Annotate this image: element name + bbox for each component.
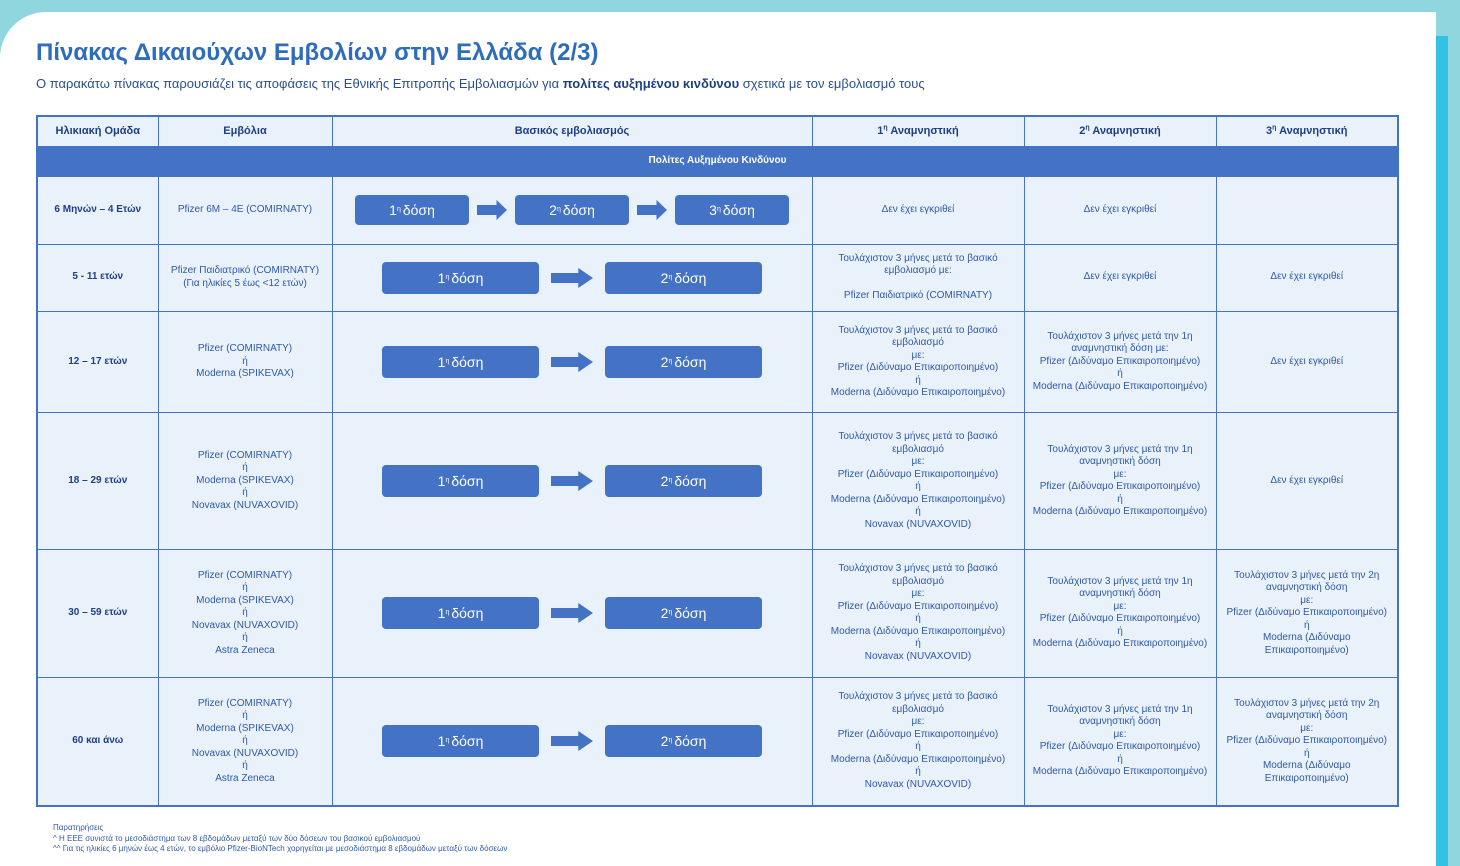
dose-word: δόση (451, 354, 484, 371)
cell-line: Δεν έχει εγκριθεί (1083, 204, 1157, 216)
arrow-right-icon (477, 200, 507, 220)
cell-line: Novavax (NUVAXOVID) (191, 499, 299, 511)
booster-1-cell (812, 244, 1024, 311)
dose-number: 2 (549, 202, 557, 219)
cell-line: Pfizer (Διδύναμο Επικαιροποιημένο) (1226, 607, 1387, 619)
subtitle-text: Ο παρακάτω πίνακας παρουσιάζει τις αποφάσεις της Εθνικής Επιτροπής Εμβολιασμών για (36, 76, 563, 91)
subtitle-text-end: σχετικά με τον εμβολιασμό τους (739, 76, 925, 91)
dose-box: 1 η δόση (382, 597, 539, 629)
cell-line: Moderna (Διδύναμο Επικαιροποιημένο) (1032, 638, 1208, 650)
arrow-right-icon (551, 603, 593, 623)
cell-line: με: (911, 716, 925, 728)
primary-vaccination-cell (332, 677, 812, 806)
arrow-right-icon (637, 200, 667, 220)
cell-line: Astra Zeneca (215, 772, 275, 784)
dose-word: δόση (674, 473, 707, 490)
cell-line: Moderna (Διδύναμο Επικαιροποιημένο) (1032, 766, 1208, 778)
age-group-cell: 30 – 59 ετών (37, 550, 158, 678)
cell-line: Moderna (Διδύναμο (1262, 760, 1351, 772)
note-line-2: ^^ Για τις ηλικίες 6 μηνών έως 4 ετών, το εμβόλιο Pfizer-BioNTech χορηγείται με μεσοδιάστημα 8 εβδομάδων μεταξύ των δόσεων (53, 844, 508, 853)
cell-line: αναμνηστική δόση (1079, 588, 1161, 600)
booster-3-cell (1216, 177, 1398, 244)
cell-line: Moderna (SPIKEVAX) (196, 722, 294, 734)
vaccines-cell (158, 413, 332, 550)
cell-line: ή (915, 766, 921, 778)
dose-number: 2 (660, 269, 669, 286)
cell-line: ή (1303, 619, 1310, 631)
cell-line: Moderna (Διδύναμο Επικαιροποιημένο) (830, 387, 1006, 399)
cell-line: Astra Zeneca (215, 644, 275, 656)
table-row (37, 550, 1398, 678)
high-risk-banner: Πολίτες Αυξημένου Κινδύνου (37, 147, 1398, 177)
dose-number: 1 (437, 733, 446, 750)
cell-line: ή (242, 582, 248, 594)
cell-line: ή (242, 462, 248, 474)
cell-line: Pfizer (COMIRNATY) (197, 343, 293, 355)
dose-number: 2 (660, 605, 669, 622)
booster-3-cell (1216, 244, 1398, 311)
dose-word: δόση (451, 473, 484, 490)
dose-sequence (337, 597, 808, 629)
cell-line: Novavax (NUVAXOVID) (864, 518, 972, 530)
primary-vaccination-cell (332, 311, 812, 413)
cell-line: Pfizer (Διδύναμο Επικαιροποιημένο) (837, 362, 999, 374)
cell-line: Δεν έχει εγκριθεί (1270, 355, 1344, 367)
cell-line: ή (915, 481, 921, 493)
cell-line: ή (915, 613, 921, 625)
booster-1-cell (812, 413, 1024, 550)
dose-word: δόση (451, 269, 484, 286)
vaccines-cell (158, 550, 332, 678)
header-vaccines: Εμβόλια (158, 116, 332, 147)
cell-line: Δεν έχει εγκριθεί (881, 204, 955, 216)
dose-box: 2 η δόση (605, 346, 762, 378)
vaccines-cell (158, 244, 332, 311)
dose-number: 1 (437, 354, 446, 371)
cell-line: Τουλάχιστον 3 μήνες μετά το βασικό (838, 563, 998, 575)
dose-sequence (337, 346, 808, 378)
dose-word: δόση (674, 269, 707, 286)
ordinal-suffix: η (1272, 124, 1277, 132)
footnotes (53, 823, 507, 855)
dose-box: 1 η δόση (382, 465, 539, 497)
cell-line: Novavax (NUVAXOVID) (864, 650, 972, 662)
cell-line: ή (242, 735, 248, 747)
dose-box: 1 η δόση (382, 262, 539, 294)
booster-2-cell (1024, 244, 1216, 311)
cell-line: ή (1303, 747, 1310, 759)
cell-line: Δεν έχει εγκριθεί (1083, 271, 1157, 283)
cell-line: εμβολιασμό με: (884, 265, 952, 277)
cell-line: (Για ηλικίες 5 έως <12 ετών) (183, 277, 307, 289)
header-primary-vaccination: Βασικός εμβολιασμός (332, 116, 812, 147)
dose-box: 1 η δόση (355, 195, 469, 225)
cell-line: Moderna (Διδύναμο Επικαιροποιημένο) (1032, 380, 1208, 392)
dose-box: 2 η δόση (605, 465, 762, 497)
notes-title: Παρατηρήσεις (53, 823, 104, 832)
booster-1-cell (812, 550, 1024, 678)
cell-line: ή (1117, 493, 1123, 505)
booster-word: Αναμνηστική (890, 125, 959, 138)
dose-sequence (337, 725, 808, 757)
cell-line: Pfizer (Διδύναμο Επικαιροποιημένο) (1039, 741, 1201, 753)
cell-line: αναμνηστική δόση (1079, 456, 1161, 468)
cell-line: ή (242, 632, 248, 644)
cell-line: Moderna (SPIKEVAX) (196, 368, 294, 380)
table-body (37, 147, 1398, 807)
cell-line: ή (1117, 368, 1123, 380)
booster-number: 3 (1266, 125, 1273, 138)
page-title: Πίνακας Δικαιούχων Εμβολίων στην Ελλάδα (2/3) (36, 39, 599, 66)
cell-line: Pfizer (COMIRNATY) (197, 697, 293, 709)
cell-line: εμβολιασμό (892, 337, 944, 349)
cell-line: αναμνηστική δόση (1266, 582, 1348, 594)
cell-line: Pfizer (Διδύναμο Επικαιροποιημένο) (837, 468, 999, 480)
header-booster-1 (812, 116, 1024, 147)
cell-line: εμβολιασμό (892, 575, 944, 587)
cell-line: Moderna (Διδύναμο (1262, 632, 1351, 644)
header-booster-3 (1216, 116, 1398, 147)
cell-line: Moderna (SPIKEVAX) (196, 594, 294, 606)
cell-line: Pfizer (Διδύναμο Επικαιροποιημένο) (1039, 613, 1201, 625)
cell-line: Pfizer (Διδύναμο Επικαιροποιημένο) (1039, 355, 1201, 367)
dose-word: δόση (674, 733, 707, 750)
cell-line: Τουλάχιστον 3 μήνες μετά το βασικό (838, 691, 998, 703)
dose-number: 3 (709, 202, 717, 219)
dose-word: δόση (451, 733, 484, 750)
ordinal-suffix: η (883, 124, 888, 132)
table-row (37, 413, 1398, 550)
arrow-right-icon (551, 731, 593, 751)
cell-line: με: (1300, 722, 1314, 734)
cell-line: με: (911, 456, 925, 468)
booster-1-cell (812, 311, 1024, 413)
cell-line: Moderna (Διδύναμο Επικαιροποιημένο) (830, 493, 1006, 505)
booster-2-cell (1024, 311, 1216, 413)
cell-line: Pfizer (COMIRNATY) (197, 449, 293, 461)
booster-2-cell (1024, 413, 1216, 550)
cell-line: Novavax (NUVAXOVID) (864, 778, 972, 790)
table-row (37, 244, 1398, 311)
booster-number: 1 (877, 125, 884, 138)
cell-line: Τουλάχιστον 3 μήνες μετά την 2η (1234, 569, 1380, 581)
cell-line: Pfizer (Διδύναμο Επικαιροποιημένο) (1039, 481, 1201, 493)
primary-vaccination-cell (332, 413, 812, 550)
arrow-right-icon (551, 352, 593, 372)
cell-line: ή (242, 487, 248, 499)
dose-number: 2 (660, 473, 669, 490)
cell-line: Τουλάχιστον 3 μήνες μετά το βασικό (838, 252, 998, 264)
age-group-cell: 18 – 29 ετών (37, 413, 158, 550)
vaccines-cell (158, 177, 332, 244)
cell-line: Pfizer Παιδιατρικό (COMIRNATY) (843, 290, 993, 302)
cell-line: ή (242, 710, 248, 722)
cell-line: Τουλάχιστον 3 μήνες μετά την 1η (1047, 330, 1193, 342)
primary-vaccination-cell (332, 550, 812, 678)
cell-line: Τουλάχιστον 3 μήνες μετά το βασικό (838, 324, 998, 336)
booster-2-cell (1024, 677, 1216, 806)
dose-word: δόση (674, 354, 707, 371)
cell-line: ή (242, 355, 248, 367)
age-group-cell: 12 – 17 ετών (37, 311, 158, 413)
header-age-group: Ηλικιακή Ομάδα (37, 116, 158, 147)
age-group-cell: 60 και άνω (37, 677, 158, 806)
page-subtitle (36, 76, 925, 91)
cell-line: με: (1113, 468, 1127, 480)
cell-line: Moderna (Διδύναμο Επικαιροποιημένο) (830, 753, 1006, 765)
dose-number: 2 (660, 354, 669, 371)
booster-3-cell (1216, 550, 1398, 678)
dose-number: 2 (660, 733, 669, 750)
cell-line: Moderna (Διδύναμο Επικαιροποιημένο) (1032, 506, 1208, 518)
dose-box: 1 η δόση (382, 725, 539, 757)
dose-box: 2 η δόση (605, 725, 762, 757)
cell-line: Pfizer (Διδύναμο Επικαιροποιημένο) (837, 728, 999, 740)
booster-2-cell (1024, 177, 1216, 244)
cell-line: Τουλάχιστον 3 μήνες μετά την 1η (1047, 703, 1193, 715)
primary-vaccination-cell (332, 177, 812, 244)
cell-line: με: (911, 588, 925, 600)
vaccines-cell (158, 677, 332, 806)
cell-line: Pfizer 6M – 4E (COMIRNATY) (177, 204, 313, 216)
vaccine-eligibility-table (36, 115, 1399, 807)
cell-line: ή (915, 506, 921, 518)
age-group-cell: 6 Μηνών – 4 Ετών (37, 177, 158, 244)
booster-number: 2 (1079, 125, 1086, 138)
cell-line: Τουλάχιστον 3 μήνες μετά την 1η (1047, 443, 1193, 455)
booster-word: Αναμνηστική (1279, 125, 1348, 138)
dose-number: 1 (437, 269, 446, 286)
cell-line: αναμνηστική δόση με: (1071, 343, 1169, 355)
dose-box: 2 η δόση (515, 195, 629, 225)
cell-line: Δεν έχει εγκριθεί (1270, 271, 1344, 283)
dose-box: 2 η δόση (605, 597, 762, 629)
dose-number: 1 (389, 202, 397, 219)
cell-line: ή (1117, 753, 1123, 765)
right-accent-stripe (1436, 36, 1448, 866)
cell-line: με: (911, 349, 925, 361)
booster-2-cell (1024, 550, 1216, 678)
cell-line: ή (242, 607, 248, 619)
cell-line: εμβολιασμό (892, 443, 944, 455)
cell-line: με: (1113, 600, 1127, 612)
table-row (37, 677, 1398, 806)
arrow-right-icon (551, 471, 593, 491)
cell-line: εμβολιασμό (892, 703, 944, 715)
table-row (37, 177, 1398, 244)
dose-word: δόση (674, 605, 707, 622)
cell-line: Pfizer (COMIRNATY) (197, 569, 293, 581)
dose-sequence (337, 465, 808, 497)
dose-box: 3 η δόση (675, 195, 789, 225)
age-group-cell: 5 - 11 ετών (37, 244, 158, 311)
cell-line: Επικαιροποιημένο) (1264, 772, 1349, 784)
booster-3-cell (1216, 311, 1398, 413)
cell-line: Novavax (NUVAXOVID) (191, 619, 299, 631)
cell-line (817, 278, 1020, 291)
cell-line: Pfizer Παιδιατρικό (COMIRNATY) (170, 265, 320, 277)
cell-line: Επικαιροποιημένο) (1264, 644, 1349, 656)
dose-word: δόση (451, 605, 484, 622)
cell-line: αναμνηστική δόση (1079, 716, 1161, 728)
cell-line: Τουλάχιστον 3 μήνες μετά το βασικό (838, 431, 998, 443)
table-header-row (37, 116, 1398, 147)
dose-box: 1 η δόση (382, 346, 539, 378)
cell-line: ή (915, 374, 921, 386)
header-booster-2 (1024, 116, 1216, 147)
banner-row (37, 147, 1398, 177)
booster-3-cell (1216, 413, 1398, 550)
cell-line: ή (1117, 625, 1123, 637)
booster-word: Αναμνηστική (1092, 125, 1161, 138)
cell-line: με: (1300, 594, 1314, 606)
dose-number: 1 (437, 473, 446, 490)
cell-line: ή (915, 638, 921, 650)
primary-vaccination-cell (332, 244, 812, 311)
booster-1-cell (812, 677, 1024, 806)
booster-3-cell (1216, 677, 1398, 806)
arrow-right-icon (551, 268, 593, 288)
dose-word: δόση (402, 202, 435, 219)
dose-number: 1 (437, 605, 446, 622)
cell-line: ή (915, 741, 921, 753)
dose-word: δόση (562, 202, 595, 219)
vaccines-cell (158, 311, 332, 413)
cell-line: Pfizer (Διδύναμο Επικαιροποιημένο) (1226, 735, 1387, 747)
cell-line: με: (1113, 728, 1127, 740)
cell-line: αναμνηστική δόση (1266, 710, 1348, 722)
ordinal-suffix: η (1085, 124, 1090, 132)
note-line-1: ^ Η ΕΕΕ συνιστά το μεσοδιάστημα των 8 εβδομάδων μεταξύ των δύο δόσεων του βασικού εμβολιασμού (53, 833, 421, 843)
cell-line: Moderna (Διδύναμο Επικαιροποιημένο) (830, 625, 1006, 637)
dose-box: 2 η δόση (605, 262, 762, 294)
table-row (37, 311, 1398, 413)
dose-sequence (337, 195, 808, 225)
cell-line: Moderna (SPIKEVAX) (196, 474, 294, 486)
cell-line: Novavax (NUVAXOVID) (191, 747, 299, 759)
dose-word: δόση (722, 202, 755, 219)
dose-sequence (337, 262, 808, 294)
cell-line: Pfizer (Διδύναμο Επικαιροποιημένο) (837, 600, 999, 612)
subtitle-emphasis: πολίτες αυξημένου κινδύνου (562, 76, 740, 91)
cell-line: Τουλάχιστον 3 μήνες μετά την 2η (1234, 697, 1380, 709)
booster-1-cell (812, 177, 1024, 244)
cell-line: Τουλάχιστον 3 μήνες μετά την 1η (1047, 575, 1193, 587)
cell-line: Δεν έχει εγκριθεί (1270, 474, 1344, 486)
cell-line: ή (242, 760, 248, 772)
